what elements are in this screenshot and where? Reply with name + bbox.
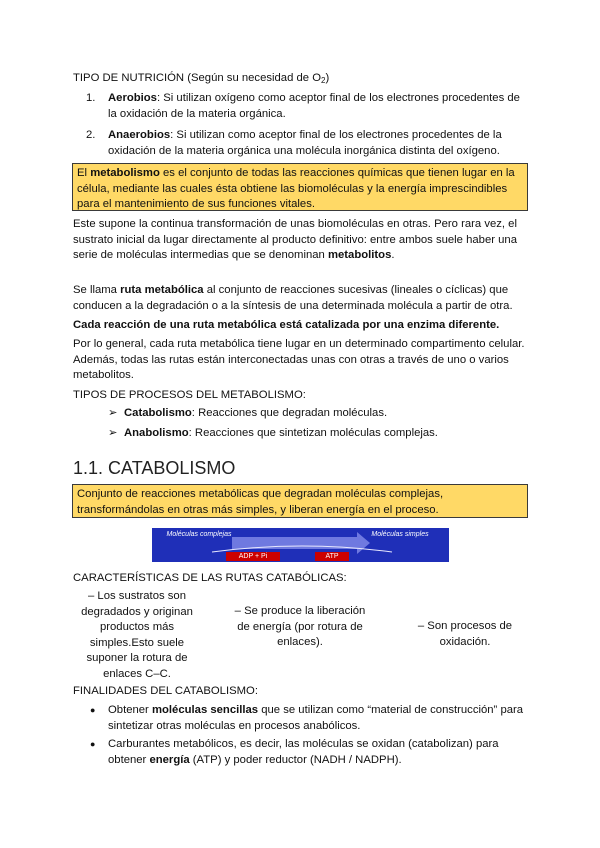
nutrition-title: [73, 71, 533, 89]
atp-label-text: ATP: [325, 553, 339, 560]
term-energia: energía: [149, 753, 190, 766]
term-metabolismo: metabolismo: [90, 167, 160, 179]
types-title: [73, 388, 473, 404]
characteristics-col-1: [78, 589, 196, 682]
nutrition-title-text: TIPO DE NUTRICIÓN (Según su necesidad de O: [73, 72, 321, 84]
arrow-bullet-icon: ➢: [108, 427, 118, 439]
term-ruta-metabolica: ruta metabólica: [120, 284, 204, 296]
left-label-text: Moléculas complejas: [166, 531, 232, 538]
bullet-icon: ●: [90, 705, 96, 715]
term-catabolismo: Catabolismo: [124, 407, 192, 419]
characteristic-text: – Son procesos de oxidación.: [417, 620, 513, 648]
paragraph-compartment: [73, 337, 531, 384]
purposes-item-2: [90, 737, 528, 768]
paragraph-text: Este supone la continua transformación de unas biomoléculas en otras. Pero rara vez, el sustrato inicial da lugar directamente al producto definitivo: entre ambos suele haber una serie de moléculas intermedias que se denominan: [73, 218, 517, 261]
catabolism-diagram: [152, 528, 449, 562]
catabolism-definition-box: [72, 484, 528, 518]
characteristic-text: – Se produce la liberación de energía (por rotura de enlaces).: [234, 605, 366, 648]
list-number: 2.: [86, 129, 96, 141]
diagram-adp-box: [226, 552, 280, 561]
list-item-text: que se utilizan como “material de construcción” para sintetizar otras moléculas en procesos anabólicos.: [108, 704, 524, 732]
purposes-title-text: FINALIDADES DEL CATABOLISMO:: [73, 685, 258, 697]
paragraph-metabolites: [73, 217, 531, 264]
characteristic-text: – Los sustratos son degradados y originan productos más simples.Esto suele suponer la rotura de enlaces C–C.: [81, 590, 193, 680]
term-aerobios: Aerobios: [108, 92, 157, 104]
term-moleculas-sencillas: moléculas sencillas: [151, 704, 259, 716]
nutrition-title-suffix: ): [325, 72, 330, 84]
arrow-bullet-icon: ➢: [108, 407, 118, 419]
term-anabolismo: Anabolismo: [124, 427, 189, 439]
term-anaerobios: Anaerobios: [108, 129, 171, 141]
list-item-text: Obtener: [108, 704, 152, 716]
paragraph-text: Por lo general, cada ruta metabólica tiene lugar en un determinado compartimento celular. Además, todas las rutas están interconectadas unas con otras a través de uno o varios metabolitos.: [73, 338, 525, 381]
box-text: El: [77, 167, 91, 179]
purposes-title: [73, 684, 473, 700]
paragraph-enzyme: [73, 318, 543, 334]
list-item-text: : Reacciones que sintetizan moléculas complejas.: [188, 427, 438, 439]
bullet-icon: ●: [90, 739, 96, 749]
list-item-text: : Reacciones que degradan moléculas.: [191, 407, 388, 419]
enzyme-statement: Cada reacción de una ruta metabólica está catalizada por una enzima diferente.: [73, 319, 500, 331]
paragraph-end: .: [391, 249, 395, 261]
diagram-right-label: [367, 531, 433, 539]
diagram-atp-box: [315, 552, 349, 561]
list-item-text: Carburantes metabólicos, es decir, las moléculas se oxidan (catabolizan) para obtener: [108, 738, 499, 766]
adp-label-text: ADP + Pi: [238, 553, 268, 560]
list-item: [86, 91, 528, 122]
diagram-main-arrow: [232, 532, 370, 554]
box-text: Conjunto de reacciones metabólicas que degradan moléculas complejas, transformándolas en otras más simples, y liberan energía en el proceso.: [77, 488, 444, 516]
characteristics-title-text: CARACTERÍSTICAS DE LAS RUTAS CATABÓLICAS:: [73, 572, 347, 584]
characteristics-col-3: [405, 619, 525, 650]
box-text: es el conjunto de todas las reacciones químicas que tienen lugar en la célula, mediante las cuales ésta obtiene las biomoléculas y la energía imprescindibles para el mantenimiento de sus funciones vitales.: [77, 167, 515, 210]
types-title-text: TIPOS DE PROCESOS DEL METABOLISMO:: [73, 389, 306, 401]
paragraph-ruta: [73, 283, 531, 314]
list-number: 1.: [86, 92, 96, 104]
section-heading: [73, 457, 373, 479]
list-item: [86, 128, 528, 159]
metabolism-definition-box: [72, 163, 528, 211]
list-item-text: (ATP) y poder reductor (NADH / NADPH).: [189, 753, 402, 766]
characteristics-title: [73, 571, 473, 587]
paragraph-text: Se llama: [73, 284, 121, 296]
list-item-text: : Si utilizan como aceptor final de los electrones procedentes de la oxidación de la materia orgánica una molécula inorgánica distinta del oxígeno.: [108, 129, 502, 157]
right-label-text: Moléculas simples: [371, 531, 429, 538]
section-heading-text: 1.1. CATABOLISMO: [73, 458, 236, 478]
paragraph-text: al conjunto de reacciones sucesivas (lineales o cíclicas) que conducen a la degradación o a la síntesis de una determinada molécula a partir de otra.: [73, 284, 513, 312]
diagram-left-label: [166, 531, 232, 539]
nutrition-title-subscript: 2: [321, 76, 326, 85]
types-item-anabolismo: [108, 426, 524, 442]
characteristics-col-2: [230, 604, 370, 651]
purposes-item-1: [90, 703, 528, 734]
term-metabolitos: metabolitos: [327, 249, 392, 261]
types-item-catabolismo: [108, 406, 524, 422]
list-item-text: : Si utilizan oxígeno como aceptor final de los electrones procedentes de la oxidación de la materia orgánica.: [108, 92, 520, 120]
nutrition-list: [86, 91, 528, 159]
